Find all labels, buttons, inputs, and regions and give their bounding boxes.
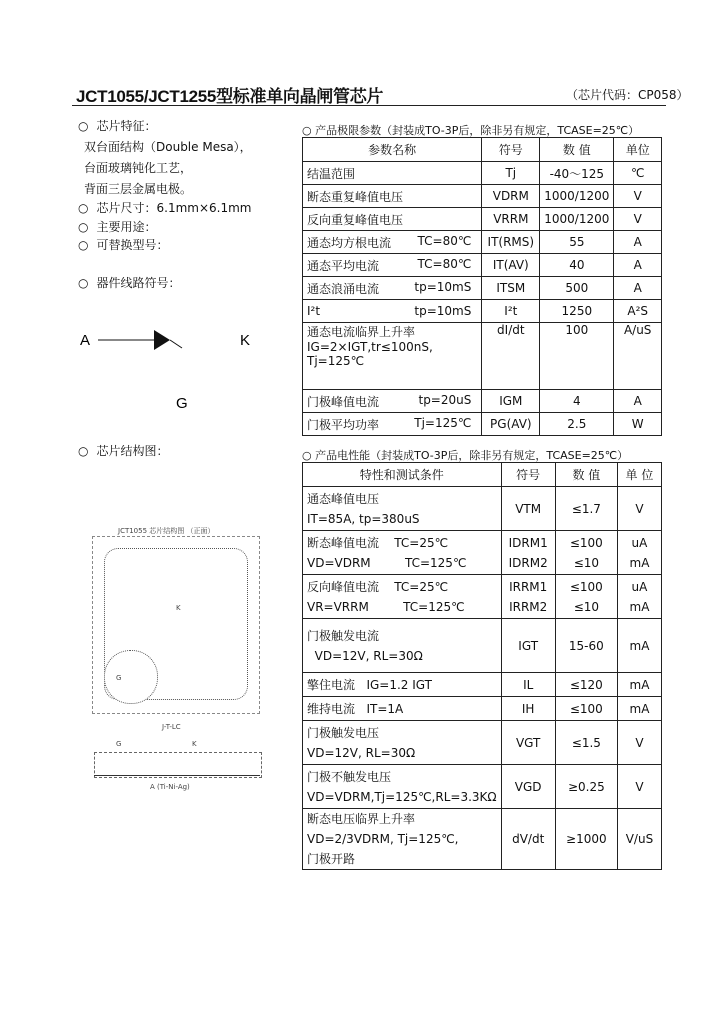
limits-row [303,162,662,185]
char-symbols-item: VTM [515,501,542,516]
electrical-table [302,462,662,870]
param-name: 通态平均电流 [307,258,380,273]
back-metal-label: A (Ti-Ni-Ag) [150,783,190,791]
param-name: 通态浪涌电流 [307,281,380,296]
param-unit: V [614,185,662,208]
param-unit: A [614,231,662,254]
char-line: 通态峰值电压 [307,491,380,506]
param-cell [303,185,482,208]
param-unit: A [614,390,662,413]
param-cell [303,254,482,277]
char-line: 反向峰值电流 TC=25℃ [307,579,449,594]
col-header: 单位 [614,138,662,162]
param-value: 100 [540,323,614,390]
char-cell [303,619,502,673]
param-value: 55 [540,231,614,254]
param-name: 反向重复峰值电压 [307,212,404,227]
param-symbol: ITSM [482,277,540,300]
param-unit: A²S [614,300,662,323]
char-units-item: mA [629,599,650,614]
electrical-row [303,619,662,673]
char-line: VR=VRRM TC=125℃ [307,599,465,614]
chip-size: ○ 芯片尺寸：6.1mm×6.1mm [78,201,251,215]
char-symbols-item: IH [521,701,535,716]
char-values-item: ≤1.5 [571,735,601,750]
char-symbols-item: IRRM1 [509,579,548,594]
char-symbols-item: IDRM2 [508,555,548,570]
col-header: 符号 [482,138,540,162]
param-cond2: Tj=125℃ [307,354,365,368]
electrical-row [303,697,662,721]
char-units-item: mA [629,638,650,653]
param-cond: tp=10mS [414,304,472,318]
param-name: I²t [307,304,321,318]
side-g: G [116,740,122,748]
char-symbols-item: IGT [518,638,539,653]
back-metal-line [94,775,260,776]
limits-row [303,277,662,300]
col-header: 单 位 [617,463,661,487]
param-symbol: IT(AV) [482,254,540,277]
col-header: 符号 [501,463,555,487]
param-unit: A/uS [614,323,662,390]
param-value: 4 [540,390,614,413]
char-units [617,487,661,531]
feature-1: 双台面结构（Double Mesa）， [84,140,252,154]
char-units-item: uA [631,535,648,550]
char-units [617,765,661,809]
header-rule [72,105,666,106]
electrical-row [303,809,662,870]
char-values [555,697,617,721]
char-cell [303,673,502,697]
char-values-item: ≤120 [569,677,603,692]
electrical-row [303,487,662,531]
char-units [617,531,661,575]
char-values-item: ≥0.25 [567,779,605,794]
thyristor-triangle-icon [154,330,170,350]
param-cell [303,277,482,300]
char-cell [303,765,502,809]
param-symbol: I²t [482,300,540,323]
param-value: 40 [540,254,614,277]
char-units-item: uA [631,579,648,594]
electrical-row [303,673,662,697]
char-symbols [501,487,555,531]
char-line: 擎住电流 IG=1.2 IGT [307,677,432,692]
char-values [555,721,617,765]
param-unit: V [614,208,662,231]
char-values [555,809,617,870]
param-value: 500 [540,277,614,300]
char-values-item: ≥1000 [566,832,607,846]
char-symbols-item: IDRM1 [508,535,548,550]
cathode-label: K [240,332,251,349]
char-symbols [501,619,555,673]
feature-3: 背面三层金属电极。 [84,182,193,196]
gate-pad [104,650,158,704]
param-cond: TC=80℃ [417,256,472,271]
char-units-item: V [635,735,644,750]
char-units-item: mA [629,677,650,692]
char-cell [303,721,502,765]
char-line: VD=VDRM TC=125℃ [307,555,467,570]
electrical-row [303,765,662,809]
char-line: VD=VDRM,Tj=125℃,RL=3.3KΩ [307,789,497,804]
char-values-item: ≤10 [573,599,600,614]
char-units [617,575,661,619]
char-cell [303,697,502,721]
char-line: IT=85A, tp=380uS [307,511,420,526]
char-values-item: ≤100 [569,579,603,594]
side-k: K [192,740,197,748]
param-name: 结温范围 [307,166,356,181]
drawing-bottom-note: J-T-LC [162,723,181,731]
char-line: 门极开路 [307,852,356,866]
page-title: JCT1055/JCT1255型标准单向晶闸管芯片 [76,87,384,106]
limits-table [302,137,662,436]
param-name: 通态均方根电流 [307,235,392,250]
param-symbol: Tj [482,162,540,185]
thyristor-symbol [74,322,274,422]
char-symbols [501,575,555,619]
char-units [617,809,661,870]
param-cell [303,300,482,323]
char-cell [303,575,502,619]
param-unit: A [614,254,662,277]
char-values-item: ≤100 [569,535,603,550]
char-line: 断态电压临界上升率 [307,812,416,826]
char-units [617,721,661,765]
feature-2: 台面玻璃钝化工艺， [84,161,193,175]
limits-row [303,208,662,231]
param-cell [303,413,482,436]
char-symbols [501,673,555,697]
param-cell [303,231,482,254]
char-line: 断态峰值电流 TC=25℃ [307,535,449,550]
col-header: 数 值 [540,138,614,162]
param-symbol: VDRM [482,185,540,208]
col-header: 参数名称 [303,138,482,162]
uses: ○ 主要用途： [78,220,157,234]
char-symbols-item: dV/dt [512,832,545,846]
char-values [555,673,617,697]
char-values-item: ≤1.7 [571,501,601,516]
char-values-item: 15-60 [568,638,604,653]
drawing-k: K [176,604,181,612]
gate-label: G [176,395,188,412]
char-values-item: ≤10 [573,555,600,570]
param-cond: Tj=125℃ [414,415,472,430]
char-values [555,619,617,673]
char-line: 门极触发电流 [307,628,380,643]
param-cell [303,208,482,231]
symbol-heading: ○ 器件线路符号： [78,276,181,290]
param-unit: W [614,413,662,436]
char-units-item: V [635,779,644,794]
char-values [555,487,617,531]
col-header: 特性和测试条件 [303,463,502,487]
char-units-item: V/uS [625,832,654,846]
char-cell [303,531,502,575]
features-heading: ○ 芯片特征： [78,119,157,133]
electrical-header-row [303,463,662,487]
param-cond: IG=2×IGT,tr≤100nS, [307,340,433,354]
drawing-g: G [116,674,122,682]
electrical-heading: ○ 产品电性能（封装成TO-3P后，除非另有规定，TCASE=25℃） [302,449,629,462]
param-cond: TC=80℃ [417,233,472,248]
char-units [617,697,661,721]
char-units-item: mA [629,701,650,716]
char-line: VD=12V, RL=30Ω [307,745,416,760]
limits-header-row [303,138,662,162]
char-symbols [501,697,555,721]
replacement: ○ 可替换型号： [78,238,169,252]
limits-row [303,390,662,413]
param-symbol: dI/dt [482,323,540,390]
limits-heading: ○ 产品极限参数（封装成TO-3P后，除非另有规定，TCASE=25℃） [302,124,640,137]
char-values [555,531,617,575]
chip-code: （芯片代码：CP058） [566,88,689,102]
drawing-note: JCT1055 芯片结构图 （正面） [118,527,215,535]
char-cell [303,809,502,870]
limits-row [303,323,662,390]
param-name: 门极峰值电流 [307,394,380,409]
gate-lead [170,340,182,348]
electrical-row [303,575,662,619]
char-units-item: V [635,501,644,516]
limits-row [303,231,662,254]
char-symbols [501,765,555,809]
param-cell [303,323,482,390]
char-cell [303,487,502,531]
param-cell [303,162,482,185]
limits-row [303,254,662,277]
param-value: 1000/1200 [540,208,614,231]
param-unit: A [614,277,662,300]
anode-label: A [80,332,91,349]
param-unit: ℃ [614,162,662,185]
limits-row [303,185,662,208]
param-cond: tp=10mS [414,279,472,294]
char-symbols-item: VGD [514,779,542,794]
char-line: 门极不触发电压 [307,769,392,784]
char-values-item: ≤100 [569,701,603,716]
limits-row [303,413,662,436]
char-units-item: mA [629,555,650,570]
param-symbol: PG(AV) [482,413,540,436]
char-symbols [501,721,555,765]
char-values [555,575,617,619]
char-symbols-item: IRRM2 [509,599,548,614]
char-units [617,673,661,697]
char-line: VD=2/3VDRM, Tj=125℃, [307,832,459,846]
char-symbols-item: IL [523,677,534,692]
param-value: 1000/1200 [540,185,614,208]
limits-row [303,300,662,323]
param-value: 2.5 [540,413,614,436]
char-units [617,619,661,673]
char-symbols [501,809,555,870]
char-symbols [501,531,555,575]
param-name: 通态电流临界上升率 [307,325,416,339]
param-value: -40～125 [540,162,614,185]
char-values [555,765,617,809]
char-line: VD=12V, RL=30Ω [307,648,423,663]
param-value: 1250 [540,300,614,323]
structure-heading: ○ 芯片结构图： [78,444,169,458]
electrical-row [303,531,662,575]
param-symbol: IGM [482,390,540,413]
param-name: 断态重复峰值电压 [307,189,404,204]
char-symbols-item: VGT [515,735,541,750]
param-name: 门极平均功率 [307,417,380,432]
char-line: 门极触发电压 [307,725,380,740]
param-cond: tp=20uS [418,392,472,407]
param-cell [303,390,482,413]
param-symbol: VRRM [482,208,540,231]
char-line: 维持电流 IT=1A [307,701,404,716]
electrical-row [303,721,662,765]
col-header: 数 值 [555,463,617,487]
param-symbol: IT(RMS) [482,231,540,254]
